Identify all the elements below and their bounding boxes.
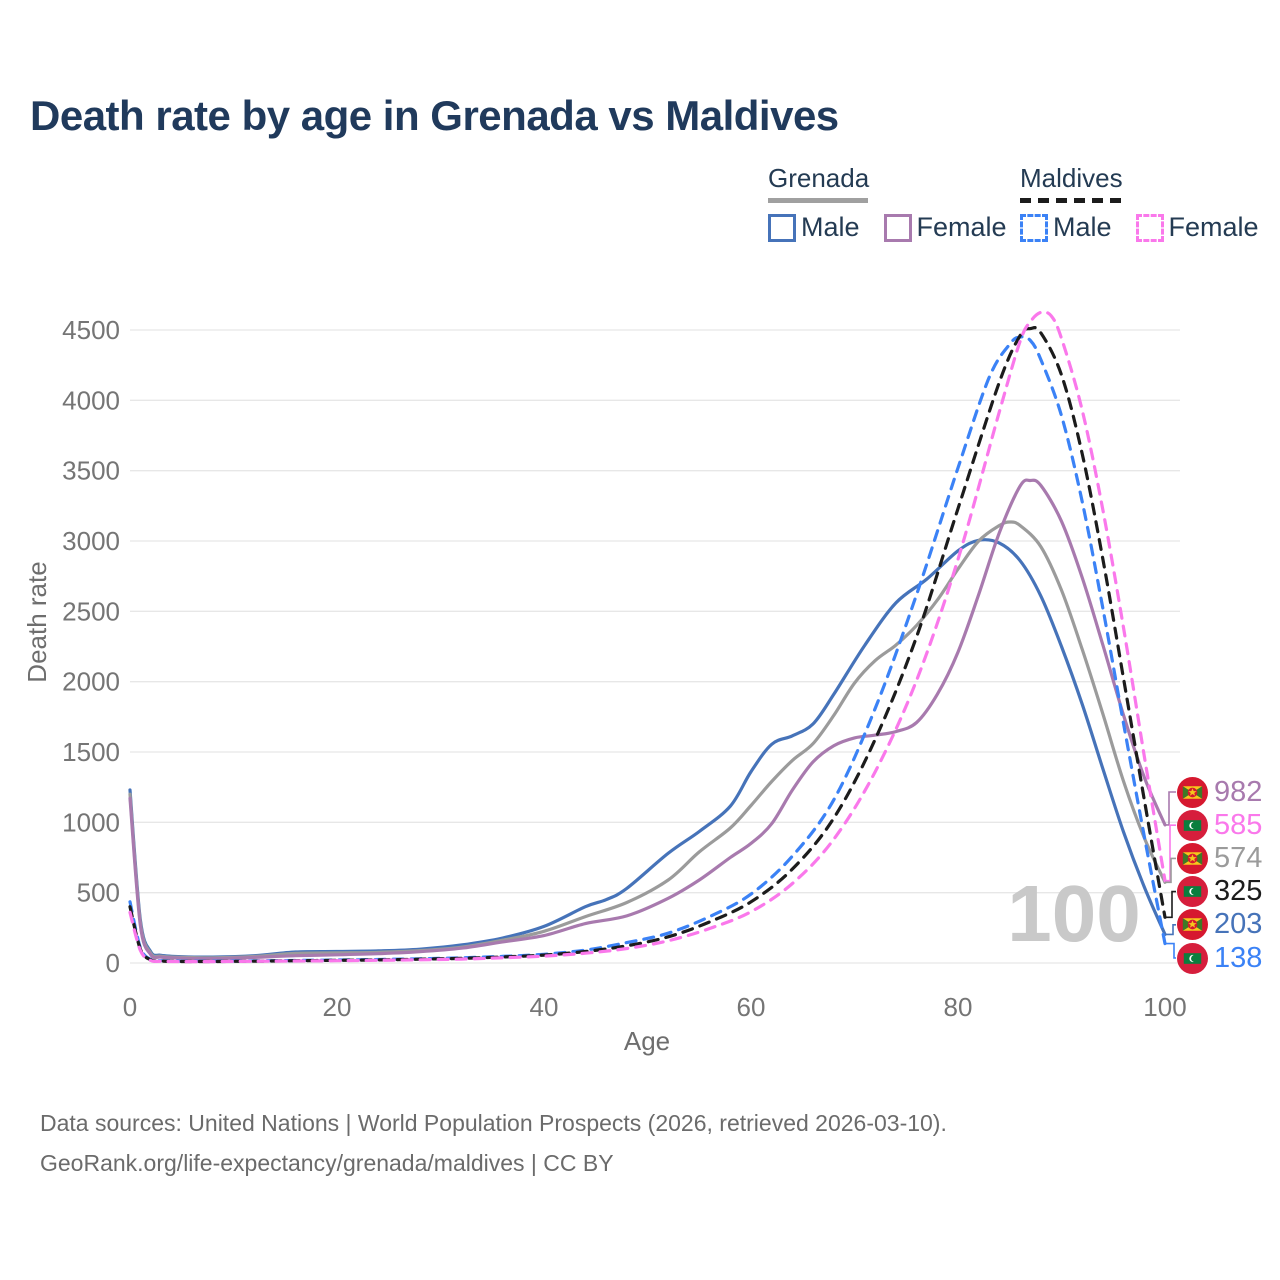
end-label-grenada-male xyxy=(1177,909,1262,940)
y-tick-label: 1500 xyxy=(62,737,120,767)
y-tick-label: 3000 xyxy=(62,526,120,556)
legend-item-label: Male xyxy=(801,212,860,242)
series-line-maldives-female xyxy=(130,312,1165,962)
legend-country-label-maldives[interactable]: Maldives xyxy=(1020,163,1123,193)
hovered-age-watermark: 100 xyxy=(1007,869,1141,958)
y-tick-label: 3500 xyxy=(62,455,120,486)
end-label-value: 574 xyxy=(1214,841,1263,874)
end-label-value: 325 xyxy=(1214,875,1263,908)
grenada-flag-icon xyxy=(1177,909,1208,940)
end-label-maldives-female xyxy=(1177,810,1262,841)
end-label-value: 203 xyxy=(1214,908,1263,941)
y-tick-label: 2500 xyxy=(62,596,120,627)
series-line-maldives-male xyxy=(130,337,1165,961)
legend-country-label-grenada[interactable]: Grenada xyxy=(768,163,870,193)
y-tick-label: 4000 xyxy=(62,385,120,416)
footer-attribution: GeoRank.org/life-expectancy/grenada/maldives | CC BY xyxy=(40,1150,614,1176)
end-label-maldives-male xyxy=(1177,943,1262,974)
footer-sources: Data sources: United Nations | World Population Prospects (2026, retrieved 2026-03-10). xyxy=(40,1110,947,1136)
end-label-value: 982 xyxy=(1214,775,1263,808)
end-label-grenada-female xyxy=(1177,777,1262,808)
legend-item-label: Female xyxy=(1168,212,1259,242)
series-line-maldives xyxy=(130,328,1165,962)
y-tick-label: 1000 xyxy=(62,807,120,838)
maldives-flag-icon xyxy=(1177,810,1208,841)
grenada-flag-icon xyxy=(1177,777,1208,808)
y-axis-title: Death rate xyxy=(22,561,52,683)
maldives-flag-icon xyxy=(1177,876,1208,907)
page-title: Death rate by age in Grenada vs Maldives xyxy=(30,92,839,139)
y-tick-label: 4500 xyxy=(62,315,120,345)
legend-item-label: Male xyxy=(1053,212,1112,242)
grenada-flag-icon xyxy=(1177,843,1208,874)
end-label-leader xyxy=(1165,792,1176,825)
end-label-leader xyxy=(1165,892,1176,918)
end-label-value: 585 xyxy=(1214,808,1263,841)
end-label-leader xyxy=(1165,925,1176,935)
y-tick-label: 0 xyxy=(105,948,120,978)
y-tick-label: 2000 xyxy=(62,666,120,697)
end-label-value: 138 xyxy=(1214,941,1263,974)
x-axis-title: Age xyxy=(623,1026,671,1056)
end-label-leader xyxy=(1165,858,1176,882)
end-label-maldives xyxy=(1177,876,1262,907)
x-tick-label: 40 xyxy=(529,992,559,1022)
end-label-leader xyxy=(1165,944,1176,958)
x-tick-label: 60 xyxy=(736,992,766,1022)
y-tick-label: 500 xyxy=(76,877,120,908)
x-tick-label: 0 xyxy=(122,992,138,1022)
x-tick-label: 80 xyxy=(943,992,973,1022)
maldives-flag-icon xyxy=(1177,943,1208,974)
x-tick-label: 100 xyxy=(1143,992,1187,1022)
legend-item-label: Female xyxy=(916,212,1007,242)
end-label-grenada xyxy=(1177,843,1262,874)
x-tick-label: 20 xyxy=(322,992,352,1022)
